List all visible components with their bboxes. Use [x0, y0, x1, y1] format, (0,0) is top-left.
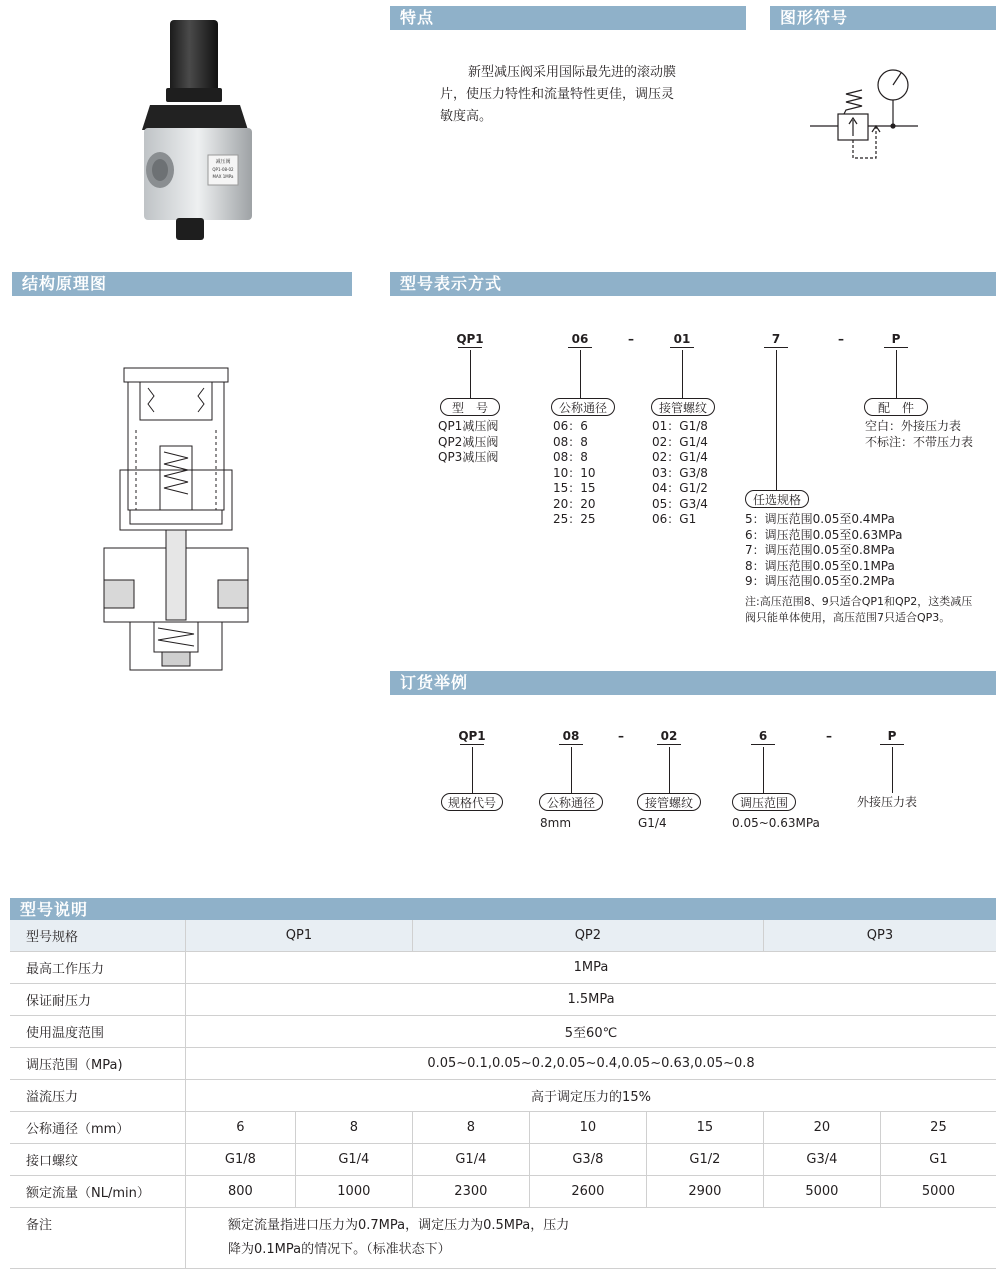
- row-value: 1MPa: [186, 952, 997, 984]
- format-pill-optional: 任选规格: [745, 490, 809, 508]
- format-code-nominal: 06: [560, 332, 600, 346]
- format-dash-1: –: [628, 332, 634, 346]
- section-symbol: 图形符号: [770, 6, 996, 30]
- table-cell: 6: [186, 1112, 296, 1144]
- table-row: [10, 1176, 996, 1208]
- table-cell: G1/4: [295, 1144, 412, 1176]
- table-row: [10, 1080, 996, 1112]
- order-line-accessory: [892, 747, 893, 793]
- list-item: 08：8: [553, 450, 588, 464]
- table-row: [10, 1016, 996, 1048]
- format-code-optional: 7: [756, 332, 796, 346]
- table-cell: 25: [880, 1112, 996, 1144]
- table-cell: 15: [646, 1112, 763, 1144]
- section-model-format: 型号表示方式: [390, 272, 996, 296]
- row-label: 备注: [10, 1208, 186, 1269]
- table-row: [10, 1208, 996, 1269]
- table-cell: G1/2: [646, 1144, 763, 1176]
- list-item: 05：G3/4: [652, 496, 708, 511]
- spec-table: [10, 920, 996, 1269]
- order-line-model: [472, 747, 473, 793]
- table-cell: 2300: [412, 1176, 529, 1208]
- order-pill-nominal: 公称通径: [539, 793, 603, 811]
- order-value-thread: G1/4: [638, 816, 667, 830]
- section-order-example: 订货举例: [390, 671, 996, 695]
- table-row: [10, 920, 996, 952]
- format-code-accessory: P: [876, 332, 916, 346]
- order-code-nominal: 08: [551, 729, 591, 743]
- table-row: [10, 1112, 996, 1144]
- section-structure: 结构原理图: [12, 272, 352, 296]
- list-item: 5：调压范围0.05至0.4MPa: [745, 512, 895, 526]
- table-cell: G3/8: [529, 1144, 646, 1176]
- order-external-gauge: 外接压力表: [857, 795, 918, 809]
- format-list-model: [438, 419, 498, 466]
- table-header-label: 型号规格: [10, 920, 186, 952]
- table-row: [10, 1144, 996, 1176]
- order-dash-2: –: [826, 729, 832, 743]
- order-line-range: [763, 747, 764, 793]
- format-dash-2: –: [838, 332, 844, 346]
- remark-cell: [186, 1208, 997, 1269]
- table-cell: G1/4: [412, 1144, 529, 1176]
- order-code-range: 6: [743, 729, 783, 743]
- list-item: 25：25: [553, 512, 596, 526]
- order-pill-range: 调压范围: [732, 793, 796, 811]
- format-pill-model: 型 号: [440, 398, 500, 416]
- table-header-qp1: QP1: [186, 920, 413, 952]
- table-header-qp3: QP3: [763, 920, 996, 952]
- table-cell: G1: [880, 1144, 996, 1176]
- format-code-thread: 01: [662, 332, 702, 346]
- list-item: 7：调压范围0.05至0.8MPa: [745, 543, 895, 557]
- table-cell: 2600: [529, 1176, 646, 1208]
- format-line-optional: [776, 350, 777, 490]
- table-cell: G1/8: [186, 1144, 296, 1176]
- row-label: 溢流压力: [10, 1080, 186, 1112]
- table-cell: 800: [186, 1176, 296, 1208]
- graphic-symbol: [808, 60, 928, 170]
- format-pill-nominal: 公称通径: [551, 398, 615, 416]
- list-item: 06：6: [553, 419, 588, 433]
- format-list-optional: [745, 512, 902, 590]
- format-note-line-1: 注:高压范围8、9只适合QP1和QP2，这类减压: [745, 595, 973, 608]
- list-item: 9：调压范围0.05至0.2MPa: [745, 574, 895, 588]
- row-label: 保证耐压力: [10, 984, 186, 1016]
- order-pill-thread: 接管螺纹: [637, 793, 701, 811]
- order-value-range: 0.05~0.63MPa: [732, 816, 820, 830]
- features-text: [440, 62, 740, 128]
- list-item: 06：G1: [652, 512, 697, 526]
- list-item: QP3减压阀: [438, 450, 499, 464]
- list-item: QP1减压阀: [438, 419, 499, 433]
- remark-line-1: 额定流量指进口压力为0.7MPa，调定压力为0.5MPa，压力: [228, 1218, 570, 1233]
- table-cell: 10: [529, 1112, 646, 1144]
- row-label: 公称通径（mm）: [10, 1112, 186, 1144]
- features-line-3: 敏度高。: [440, 109, 493, 124]
- format-code-model: QP1: [450, 332, 490, 346]
- features-line-1: 新型减压阀采用国际最先进的滚动膜: [468, 65, 677, 80]
- row-label: 最高工作压力: [10, 952, 186, 984]
- list-item: 空白：外接压力表: [865, 419, 962, 433]
- row-value: 1.5MPa: [186, 984, 997, 1016]
- order-line-thread: [669, 747, 670, 793]
- section-model-spec: 型号说明: [10, 898, 996, 922]
- order-code-thread: 02: [649, 729, 689, 743]
- list-item: 01：G1/8: [652, 419, 708, 433]
- list-item: 08：8: [553, 434, 588, 449]
- section-features: 特点: [390, 6, 746, 30]
- list-item: 03：G3/8: [652, 465, 708, 480]
- table-cell: 1000: [295, 1176, 412, 1208]
- row-value: 0.05~0.1,0.05~0.2,0.05~0.4,0.05~0.63,0.05~0.8: [186, 1048, 997, 1080]
- format-line-accessory: [896, 350, 897, 398]
- list-item: 20：20: [553, 496, 596, 511]
- table-cell: G3/4: [763, 1144, 880, 1176]
- format-list-accessory: [865, 419, 973, 450]
- table-row: [10, 1048, 996, 1080]
- list-item: 02：G1/4: [652, 450, 708, 464]
- format-line-nominal: [580, 350, 581, 398]
- list-item: 10：10: [553, 465, 596, 480]
- table-cell: 20: [763, 1112, 880, 1144]
- table-cell: 2900: [646, 1176, 763, 1208]
- product-label-brand: 减压阀: [215, 159, 231, 165]
- format-pill-thread: 接管螺纹: [651, 398, 715, 416]
- structure-diagram: [100, 360, 260, 685]
- features-line-2: 片，使压力特性和流量特性更佳，调压灵: [440, 87, 675, 102]
- order-value-nominal: 8mm: [540, 816, 572, 830]
- product-label-model: QP1-08-02: [212, 167, 234, 172]
- table-row: [10, 984, 996, 1016]
- row-value: 高于调定压力的15%: [186, 1080, 997, 1112]
- list-item: 8：调压范围0.05至0.1MPa: [745, 558, 895, 573]
- list-item: 6：调压范围0.05至0.63MPa: [745, 527, 903, 542]
- row-value: 5至60℃: [186, 1016, 997, 1048]
- format-line-model: [470, 350, 471, 398]
- format-note-line-2: 阀只能单体使用，高压范围7只适合QP3。: [745, 611, 951, 624]
- order-dash-1: –: [618, 729, 624, 743]
- format-note: [745, 594, 972, 626]
- list-item: 15：15: [553, 481, 596, 495]
- format-list-thread: [652, 419, 708, 528]
- table-cell: 5000: [763, 1176, 880, 1208]
- row-label: 使用温度范围: [10, 1016, 186, 1048]
- list-item: 04：G1/2: [652, 481, 708, 495]
- table-cell: 8: [295, 1112, 412, 1144]
- list-item: QP2减压阀: [438, 434, 499, 449]
- row-label: 额定流量（NL/min）: [10, 1176, 186, 1208]
- table-header-qp2: QP2: [412, 920, 763, 952]
- remark-line-2: 降为0.1MPa的情况下。（标准状态下）: [228, 1242, 451, 1257]
- format-list-nominal: [553, 419, 596, 528]
- list-item: 不标注：不带压力表: [865, 434, 974, 449]
- order-code-accessory: P: [872, 729, 912, 743]
- order-code-model: QP1: [452, 729, 492, 743]
- order-line-nominal: [571, 747, 572, 793]
- row-label: 调压范围（MPa): [10, 1048, 186, 1080]
- row-label: 接口螺纹: [10, 1144, 186, 1176]
- order-pill-model: 规格代号: [441, 793, 503, 811]
- product-label-spec: MAX 1MPa: [212, 174, 234, 179]
- table-cell: 8: [412, 1112, 529, 1144]
- table-cell: 5000: [880, 1176, 996, 1208]
- format-pill-accessory: 配 件: [864, 398, 928, 416]
- table-row: [10, 952, 996, 984]
- format-line-thread: [682, 350, 683, 398]
- product-photo: [130, 10, 270, 245]
- list-item: 02：G1/4: [652, 434, 708, 449]
